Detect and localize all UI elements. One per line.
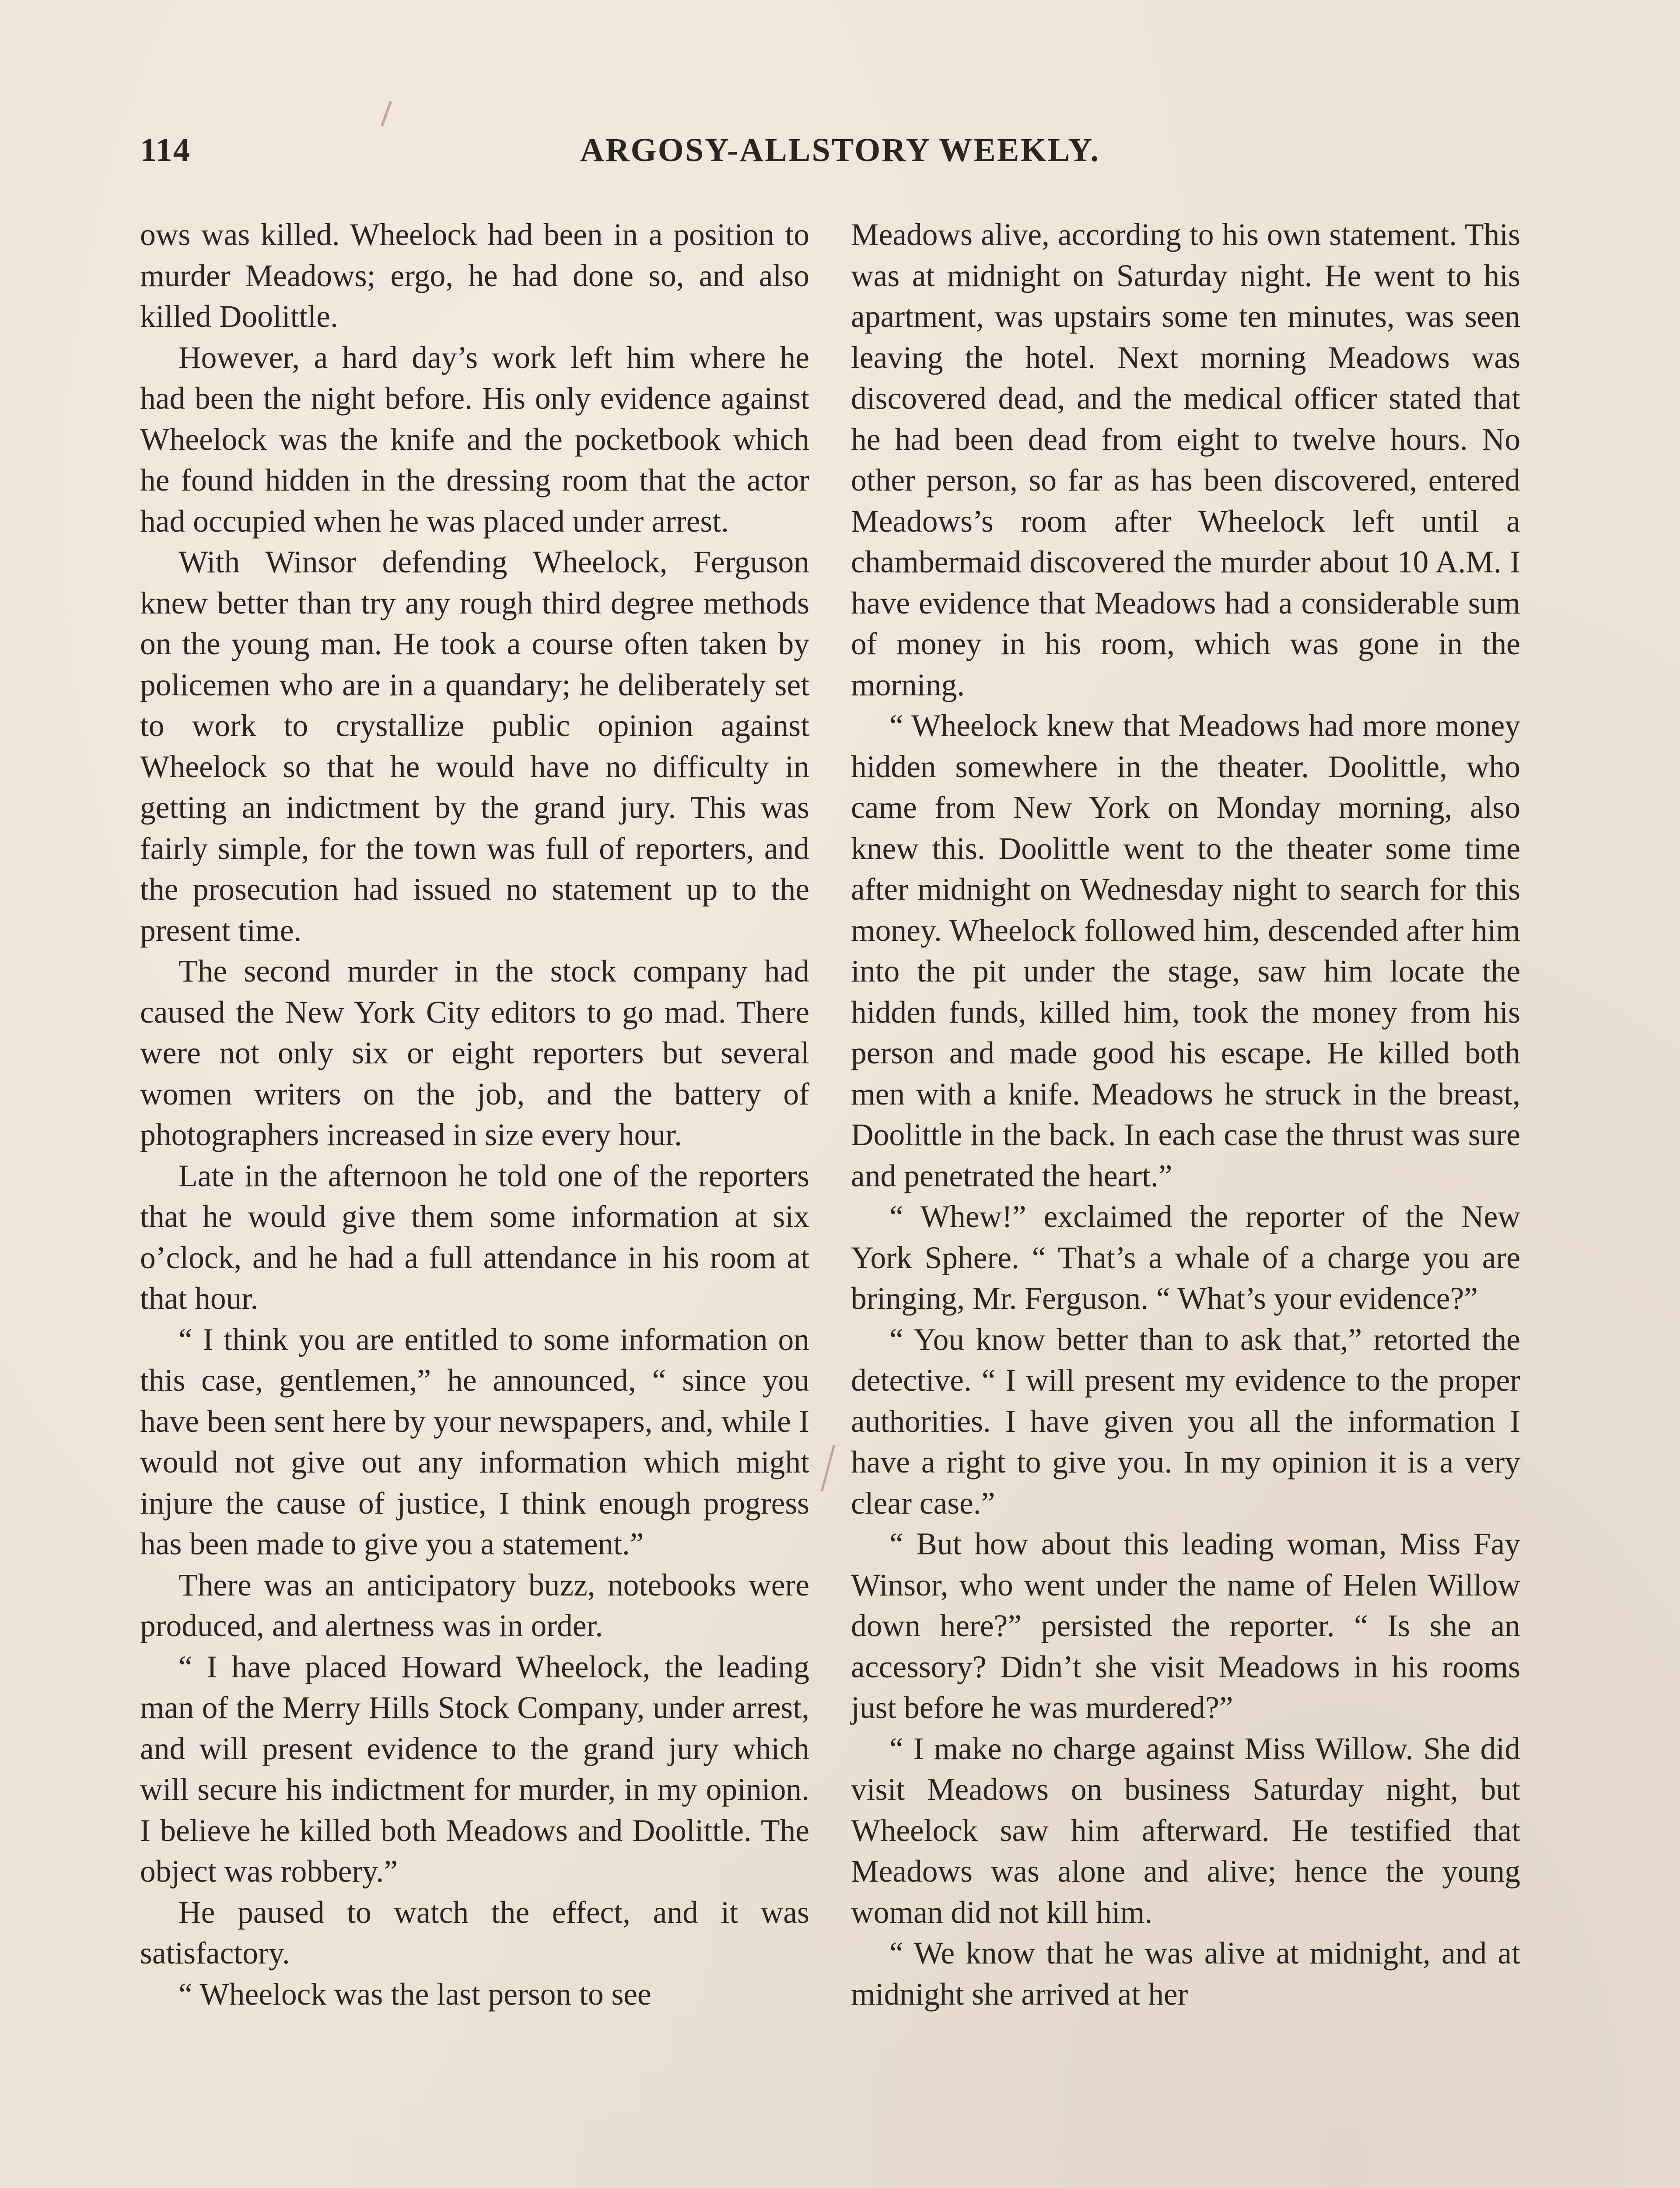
paragraph: Late in the afternoon he told one of the reporters that he would give them some information at six o’clock, and he had a full attendance in his room at that hour. (140, 1158, 809, 1316)
running-title: ARGOSY-ALLSTORY WEEKLY. (580, 132, 1100, 168)
paragraph: “ Wheelock was the last person to see (178, 1977, 651, 2012)
paragraph: ows was killed. Wheelock had been in a position to murder Meadows; ergo, he had done so, and also killed Doolittle. (140, 217, 809, 334)
paragraph: “ I think you are entitled to some information on this case, gentlemen,” he announced, “ since you have been sent here by your newspapers, and, while I would not give out any information which might injure the cause of justice, I think enough progress has been made to give you a statement.” (140, 1322, 809, 1561)
paragraph: With Winsor defending Wheelock, Ferguson knew better than try any rough third degree methods on the young man. He took a course often taken by policemen who are in a quandary; he deliberately set to work to crystallize public opinion against Wheelock so that he would have no difficulty in getting an indictment by the grand jury. This was fairly simple, for the town was full of reporters, and the prosecution had issued no statement up to the present time. (140, 545, 809, 948)
paragraph: “ Wheelock knew that Meadows had more money hidden somewhere in the theater. Doolittle, who came from New York on Monday morning, also knew this. Doolittle went to the theater some time after midnight on Wednesday night to search for this money. Wheelock followed him, descended after him into the pit under the stage, saw him locate the hidden funds, killed him, took the money from his person and made good his escape. He killed both men with a knife. Meadows he struck in the breast, Doolittle in the back. In each case the thrust was sure and penetrated the heart.” (851, 708, 1520, 1193)
paragraph: “ I make no charge against Miss Willow. She did visit Meadows on business Saturday night, but Wheelock saw him afterward. He testified that Meadows was alone and alive; hence the young woman did not kill him. (851, 1731, 1520, 1930)
paragraph: “ We know that he was alive at midnight, and at midnight she arrived at her (851, 1936, 1520, 2012)
paragraph: Meadows alive, according to his own statement. This was at midnight on Saturday night. He went to his apartment, was upstairs some ten minutes, was seen leaving the hotel. Next morning Meadows was discovered dead, and the medical officer stated that he had been dead from eight to twelve hours. No other person, so far as has been discovered, entered Meadows’s room after Wheelock left until a chambermaid discovered the murder about 10 A.M. I have evidence that Meadows had a considerable sum of money in his room, which was gone in the morning. (851, 217, 1520, 702)
paragraph: “ You know better than to ask that,” retorted the detective. “ I will present my evidence to the proper authorities. I have given you all the information I have a right to give you. In my opinion it is a very clear case.” (851, 1322, 1520, 1521)
paragraph: “ I have placed Howard Wheelock, the leading man of the Merry Hills Stock Company, under arrest, and will present evidence to the grand jury which will secure his indictment for murder, in my opinion. I believe he killed both Meadows and Doolittle. The object was robbery.” (140, 1649, 809, 1889)
page-header (140, 131, 1540, 184)
paragraph: He paused to watch the effect, and it was satisfactory. (140, 1895, 809, 1971)
paragraph: “ Whew!” exclaimed the reporter of the New York Sphere. “ That’s a whale of a charge you are bringing, Mr. Ferguson. “ What’s your evidence?” (851, 1199, 1520, 1316)
left-column (140, 214, 809, 2188)
ink-mark (821, 1445, 835, 1492)
paragraph: However, a hard day’s work left him where he had been the night before. His only evidence against Wheelock was the knife and the pocketbook which he found hidden in the dressing room that the actor had occupied when he was placed under arrest. (140, 340, 809, 539)
ink-mark (381, 101, 392, 126)
page-number: 114 (140, 132, 191, 168)
right-column (851, 214, 1520, 2188)
paragraph: “ But how about this leading woman, Miss Fay Winsor, who went under the name of Helen Willow down here?” persisted the reporter. “ Is she an accessory? Didn’t she visit Meadows in his rooms just before he was murdered?” (851, 1527, 1520, 1725)
paragraph: The second murder in the stock company had caused the New York City editors to go mad. There were not only six or eight reporters but several women writers on the job, and the battery of photographers increased in size every hour. (140, 954, 809, 1152)
paragraph: There was an anticipatory buzz, notebooks were produced, and alertness was in order. (140, 1567, 809, 1643)
